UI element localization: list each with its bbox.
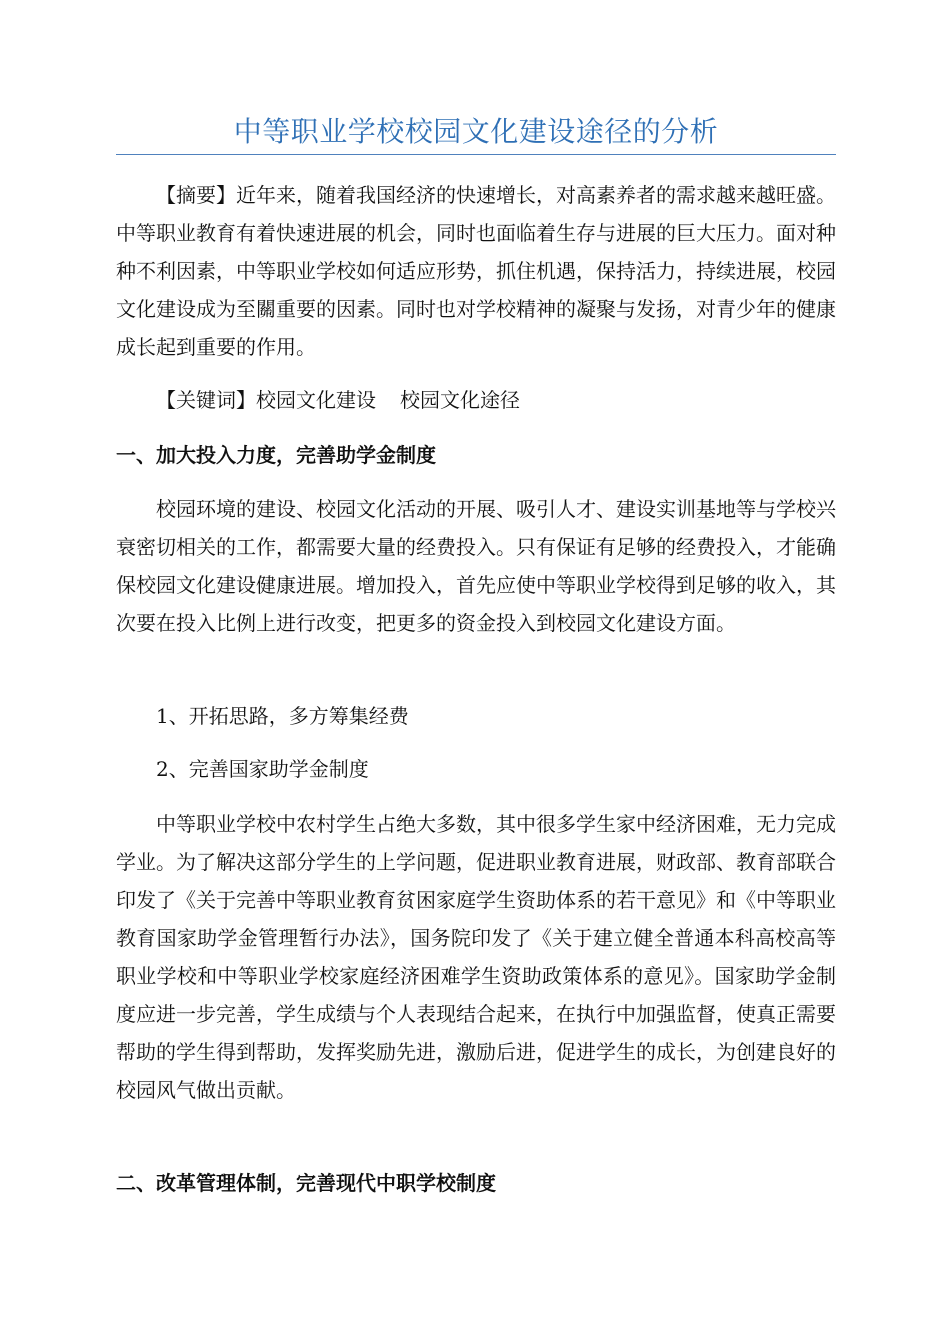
list-item-2: 2、完善国家助学金制度 xyxy=(156,757,369,781)
keywords-line xyxy=(116,381,836,419)
document-title: 中等职业学校校园文化建设途径的分析 xyxy=(233,115,719,148)
section-1-heading: 一、加大投入力度，完善助学金制度 xyxy=(116,443,436,467)
keyword-1: 校园文化建设 xyxy=(256,388,376,412)
list-item-1: 1、开拓思路，多方筹集经费 xyxy=(156,704,409,728)
section-1-paragraph: 校园环境的建设、校园文化活动的开展、吸引人才、建设实训基地等与学校兴衰密切相关的工作，都需要大量的经费投入。只有保证有足够的经费投入，才能确保校园文化建设健康进展。增加投入，首先应使中等职业学校得到足够的收入，其次要在投入比例上进行改变，把更多的资金投入到校园文化建设方面。 xyxy=(116,497,836,635)
keywords-label: 【关键词】 xyxy=(156,388,256,412)
keyword-2: 校园文化途径 xyxy=(400,388,520,412)
abstract-paragraph: 【摘要】近年来，随着我国经济的快速增长，对高素养者的需求越来越旺盛。中等职业教育有着快速进展的机会，同时也面临着生存与进展的巨大压力。面对种种不利因素，中等职业学校如何适应形势，抓住机遇，保持活力，持续进展，校园文化建设成为至關重要的因素。同时也对学校精神的凝聚与发扬，对青少年的健康成长起到重要的作用。 xyxy=(116,183,836,359)
title-underline xyxy=(116,154,836,155)
section-2-heading: 二、改革管理体制，完善现代中职学校制度 xyxy=(116,1171,496,1195)
section-1-paragraph-2: 中等职业学校中农村学生占绝大多数，其中很多学生家中经济困难，无力完成学业。为了解决这部分学生的上学问题，促进职业教育进展，财政部、教育部联合印发了《关于完善中等职业教育贫困家庭学生资助体系的若干意见》和《中等职业教育国家助学金管理暂行办法》，国务院印发了《关于建立健全普通本科高校高等职业学校和中等职业学校家庭经济困难学生资助政策体系的意见》。国家助学金制度应进一步完善，学生成绩与个人表现结合起来，在执行中加强监督，使真正需要帮助的学生得到帮助，发挥奖励先进，激励后进，促进学生的成长，为创建良好的校园风气做出贡献。 xyxy=(116,812,836,1102)
